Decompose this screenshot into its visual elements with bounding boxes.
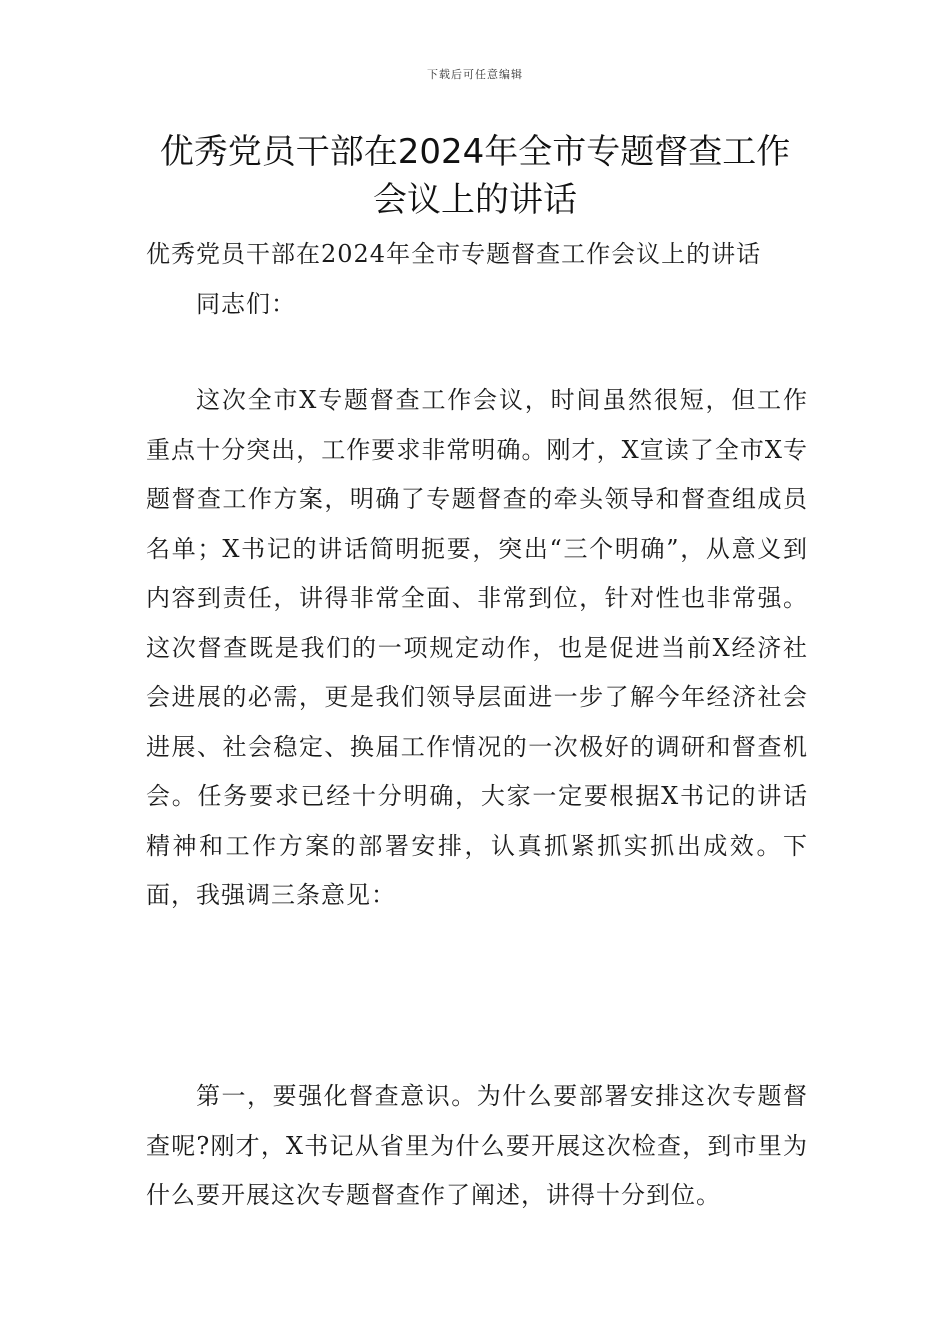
header-note: 下载后可任意编辑 — [427, 68, 523, 81]
document-title — [140, 128, 810, 224]
title-line-1: 优秀党员干部在2024年全市专题督查工作 — [159, 132, 791, 172]
paragraph-first-point: 第一，要强化督查意识。为什么要部署安排这次专题督查呢?刚才，X书记从省里为什么要开展这次检查，到市里为什么要开展这次专题督查作了阐述，讲得十分到位。 — [146, 1082, 808, 1209]
document-subtitle: 优秀党员干部在2024年全市专题督查工作会议上的讲话 — [146, 240, 762, 268]
paragraph-intro: 这次全市X专题督查工作会议，时间虽然很短，但工作重点十分突出，工作要求非常明确。刚才，X宣读了全市X专题督查工作方案，明确了专题督查的牵头领导和督查组成员名单；X书记的讲话简明扼要，突出“三个明确”，从意义到内容到责任，讲得非常全面、非常到位，针对性也非常强。这次督查既是我们的一项规定动作，也是促进当前X经济社会进展的必需，更是我们领导层面进一步了解今年经济社会进展、社会稳定、换届工作情况的一次极好的调研和督查机会。任务要求已经十分明确，大家一定要根据X书记的讲话精神和工作方案的部署安排，认真抓紧抓实抓出成效。下面，我强调三条意见： — [146, 386, 808, 909]
title-line-2: 会议上的讲话 — [373, 180, 577, 220]
salutation: 同志们： — [196, 290, 296, 318]
